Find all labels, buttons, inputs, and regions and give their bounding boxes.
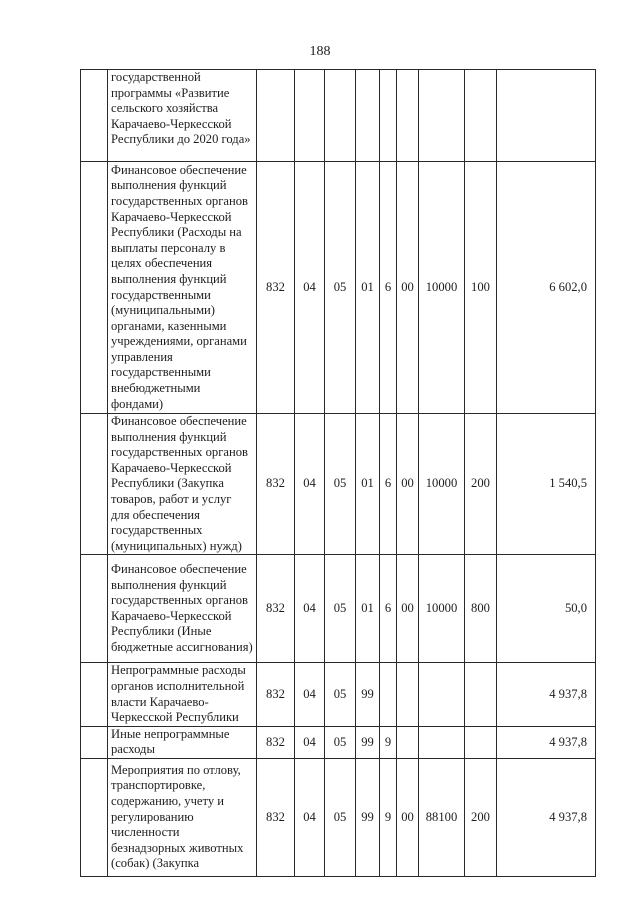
cell-direction: 10000 (419, 555, 465, 663)
cell-direction (419, 663, 465, 726)
cell-blank (81, 162, 108, 414)
cell-name: Непрограммные расходы органов исполнительной власти Карачаево-Черкесской Республики (108, 663, 257, 726)
cell-main-event: 00 (397, 162, 419, 414)
cell-subsection: 05 (325, 663, 356, 726)
cell-subsection: 05 (325, 726, 356, 758)
cell-section: 04 (295, 414, 325, 555)
cell-direction: 88100 (419, 758, 465, 876)
cell-name: государственной программы «Развитие сельского хозяйства Карачаево-Черкесской Республики до 2020 года» (108, 70, 257, 162)
cell-subsection (325, 70, 356, 162)
cell-amount (497, 70, 596, 162)
cell-admin-code: 832 (257, 162, 295, 414)
cell-admin-code: 832 (257, 555, 295, 663)
cell-subprogram: 9 (380, 758, 397, 876)
cell-blank (81, 758, 108, 876)
cell-name: Мероприятия по отлову, транспортировке, содержанию, учету и регулированию численности безнадзорных животных (собак) (Закупка (108, 758, 257, 876)
cell-amount: 4 937,8 (497, 726, 596, 758)
table-row (81, 414, 596, 555)
cell-expense-type: 800 (465, 555, 497, 663)
cell-amount: 1 540,5 (497, 414, 596, 555)
cell-blank (81, 726, 108, 758)
cell-subprogram: 6 (380, 162, 397, 414)
cell-name: Финансовое обеспечение выполнения функций государственных органов Карачаево-Черкесской Республики (Закупка товаров, работ и услуг для обеспечения государственных (муниципальных) нужд) (108, 414, 257, 555)
cell-direction: 10000 (419, 162, 465, 414)
cell-subprogram (380, 663, 397, 726)
cell-main-event: 00 (397, 758, 419, 876)
cell-section: 04 (295, 555, 325, 663)
cell-admin-code: 832 (257, 663, 295, 726)
cell-subsection: 05 (325, 758, 356, 876)
cell-amount: 50,0 (497, 555, 596, 663)
cell-direction (419, 726, 465, 758)
cell-program: 99 (356, 726, 380, 758)
cell-amount: 4 937,8 (497, 663, 596, 726)
cell-expense-type (465, 70, 497, 162)
cell-subprogram (380, 70, 397, 162)
cell-subprogram: 9 (380, 726, 397, 758)
cell-name: Финансовое обеспечение выполнения функций государственных органов Карачаево-Черкесской Республики (Иные бюджетные ассигнования) (108, 555, 257, 663)
cell-blank (81, 555, 108, 663)
cell-expense-type (465, 726, 497, 758)
cell-amount: 4 937,8 (497, 758, 596, 876)
table-row (81, 758, 596, 876)
cell-program: 01 (356, 414, 380, 555)
cell-subprogram: 6 (380, 555, 397, 663)
cell-program: 01 (356, 555, 380, 663)
cell-amount: 6 602,0 (497, 162, 596, 414)
cell-subsection: 05 (325, 414, 356, 555)
cell-name: Финансовое обеспечение выполнения функций государственных органов Карачаево-Черкесской Республики (Расходы на выплаты персоналу в целях обеспечения выполнения функций государственными (муниципальными) органами, казенными учреждениями, органами управления государственными внебюджетными фондами) (108, 162, 257, 414)
cell-program: 99 (356, 758, 380, 876)
cell-blank (81, 70, 108, 162)
cell-direction: 10000 (419, 414, 465, 555)
cell-main-event: 00 (397, 414, 419, 555)
cell-blank (81, 414, 108, 555)
cell-section: 04 (295, 663, 325, 726)
cell-program: 01 (356, 162, 380, 414)
table-row (81, 663, 596, 726)
cell-admin-code: 832 (257, 414, 295, 555)
table-row (81, 726, 596, 758)
cell-expense-type: 200 (465, 414, 497, 555)
page-number: 188 (309, 44, 331, 59)
cell-main-event (397, 663, 419, 726)
cell-subprogram: 6 (380, 414, 397, 555)
cell-admin-code (257, 70, 295, 162)
cell-main-event (397, 70, 419, 162)
cell-admin-code: 832 (257, 726, 295, 758)
cell-main-event: 00 (397, 555, 419, 663)
cell-section (295, 70, 325, 162)
cell-expense-type: 100 (465, 162, 497, 414)
cell-direction (419, 70, 465, 162)
cell-name: Иные непрограммные расходы (108, 726, 257, 758)
cell-main-event (397, 726, 419, 758)
cell-program: 99 (356, 663, 380, 726)
cell-section: 04 (295, 758, 325, 876)
budget-table (80, 69, 596, 877)
cell-section: 04 (295, 726, 325, 758)
table-row (81, 555, 596, 663)
cell-subsection: 05 (325, 555, 356, 663)
table-row (81, 162, 596, 414)
cell-subsection: 05 (325, 162, 356, 414)
cell-expense-type: 200 (465, 758, 497, 876)
table-row (81, 70, 596, 162)
cell-blank (81, 663, 108, 726)
cell-expense-type (465, 663, 497, 726)
cell-program (356, 70, 380, 162)
cell-admin-code: 832 (257, 758, 295, 876)
cell-section: 04 (295, 162, 325, 414)
